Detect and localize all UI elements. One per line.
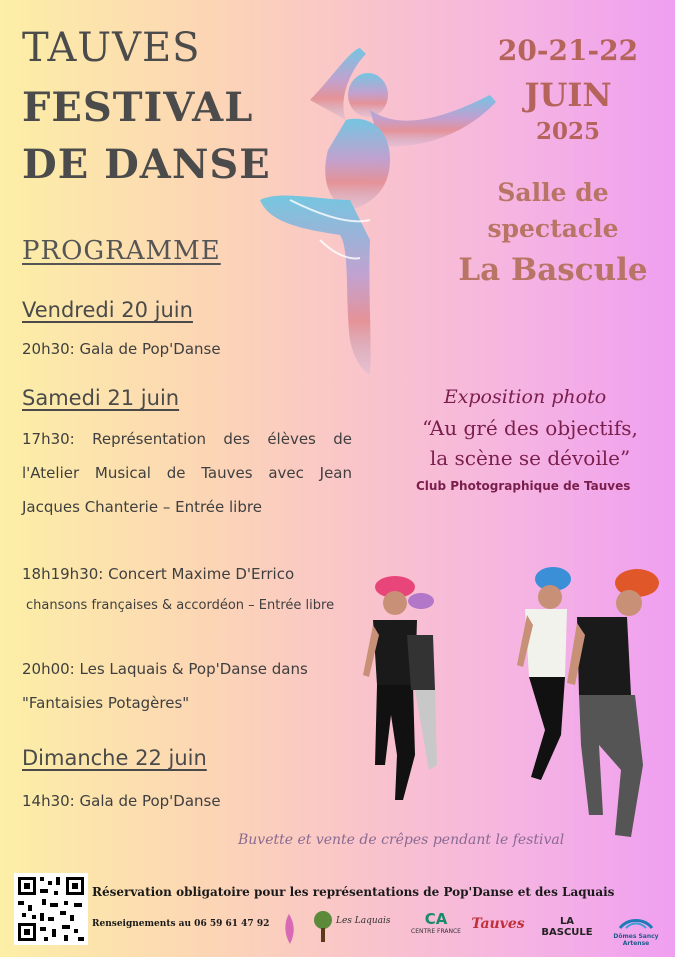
expo-title: Exposition photo: [443, 386, 607, 408]
event-saturday-laquais: 20h00: Les Laquais & Pop'Danse dans: [22, 660, 308, 678]
event-saturday-laquais-title: "Fantaisies Potagères": [22, 694, 190, 712]
tauves-logo-text: Tauves: [471, 916, 525, 932]
expo-quote-line1: “Au gré des objectifs,: [422, 416, 638, 440]
laquais-logo-text: Les Laquais: [336, 916, 391, 926]
credit-agricole-logo: [408, 910, 464, 946]
event-sunday-gala: 14h30: Gala de Pop'Danse: [22, 792, 221, 810]
expo-quote-line2: la scène se dévoile”: [429, 446, 631, 470]
buvette-note: Buvette et vente de crêpes pendant le festival: [238, 832, 565, 848]
reservation-notice: Réservation obligatoire pour les représentations de Pop'Danse et des Laquais: [92, 885, 615, 899]
title-festival: FESTIVAL: [22, 84, 254, 131]
festival-days: 20-21-22: [497, 34, 639, 67]
day-friday: Vendredi 20 juin: [22, 298, 193, 322]
qr-code[interactable]: [14, 873, 88, 945]
ca-logo-text: CA: [424, 910, 448, 928]
dancers-photo: [345, 565, 665, 845]
event-friday-gala: 20h30: Gala de Pop'Danse: [22, 340, 221, 358]
programme-heading: PROGRAMME: [22, 236, 221, 266]
domes-logo-text: Dômes Sancy Artense: [613, 933, 659, 947]
venue-name: La Bascule: [458, 252, 648, 288]
la-bascule-logo: [534, 916, 600, 940]
festival-month: JUIN: [524, 76, 612, 114]
day-saturday: Samedi 21 juin: [22, 386, 180, 410]
venue-line2: spectacle: [487, 214, 619, 243]
event-saturday-atelier: 17h30: Représentation des élèves de l'Atelier Musical de Tauves avec Jean Jacques Chanterie – Entrée libre: [22, 430, 352, 516]
title-tauves: TAUVES: [22, 25, 201, 71]
festival-year: 2025: [535, 118, 600, 145]
info-phone[interactable]: Renseignements au 06 59 61 47 92: [92, 919, 270, 929]
expo-club: Club Photographique de Tauves: [416, 479, 631, 493]
ca-logo-sub: CENTRE FRANCE: [411, 928, 461, 935]
bascule-logo-text: LA BASCULE: [541, 916, 593, 938]
domes-sancy-logo: [604, 914, 668, 948]
day-sunday: Dimanche 22 juin: [22, 746, 207, 770]
laquais-logo: [312, 910, 392, 946]
event-saturday-concert: 18h19h30: Concert Maxime D'Errico: [22, 565, 295, 583]
event-saturday-concert-detail: chansons françaises & accordéon – Entrée libre: [26, 598, 335, 613]
tauves-logo: [470, 916, 526, 940]
venue-line1: Salle de: [497, 178, 609, 207]
popdanse-logo: [276, 908, 302, 948]
title-de-danse: DE DANSE: [22, 141, 271, 188]
